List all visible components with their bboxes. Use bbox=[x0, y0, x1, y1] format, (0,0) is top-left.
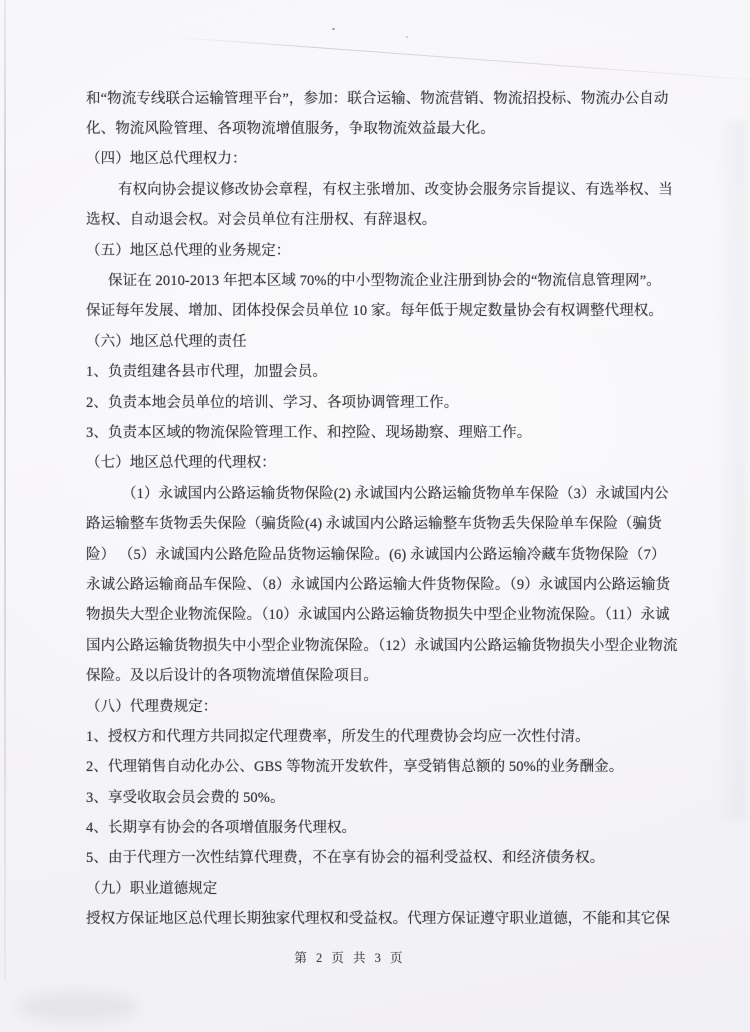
text-line: 选权、自动退会权。对会员单位有注册权、有辞退权。 bbox=[86, 212, 437, 229]
text-line: 保险。及以后设计的各项物流增值保险项目。 bbox=[86, 668, 378, 685]
text-line: 3、享受收取会员会费的 50%。 bbox=[86, 789, 285, 806]
page-number-indicator: 第 2 页 共 3 页 bbox=[294, 951, 406, 965]
scan-speck bbox=[332, 28, 335, 30]
text-line: 1、授权方和代理方共同拟定代理费率，所发生的代理费协会均应一次性付清。 bbox=[86, 728, 590, 745]
text-line: 化、物流风险管理、各项物流增值服务，争取物流效益最大化。 bbox=[86, 121, 495, 138]
text-line: （1）永诚国内公路运输货物保险(2) 永诚国内公路运输货物单车保险（3）永诚国内公 bbox=[122, 485, 669, 502]
scan-edge-line bbox=[4, 0, 6, 980]
text-line: （六）地区总代理的责任 bbox=[86, 333, 247, 350]
text-line: 和“物流专线联合运输管理平台”，参加：联合运输、物流营销、物流招投标、物流办公自动 bbox=[86, 90, 669, 107]
text-line: （七）地区总代理的代理权： bbox=[86, 455, 276, 472]
text-line: 永诚公路运输商品车保险、（8）永诚国内公路运输大件货物保险。（9）永诚国内公路运输货 bbox=[86, 576, 671, 593]
text-line: 路运输整车货物丢失保险（骗货险(4) 永诚国内公路运输整车货物丢失保险单车保险（骗货 bbox=[86, 516, 662, 533]
text-line: （八）代理费规定： bbox=[86, 698, 218, 715]
text-line: 国内公路运输货物损失中小型企业物流保险。（12）永诚国内公路运输货物损失小型企业物流 bbox=[86, 637, 678, 654]
text-line: 险） （5）永诚国内公路危险品货物运输保险。(6) 永诚国内公路运输冷藏车货物保险（7） bbox=[86, 546, 666, 563]
text-line: 4、长期享有协会的各项增值服务代理权。 bbox=[86, 820, 357, 837]
text-line: 3、负责本区域的物流保险管理工作、和控险、现场勘察、理赔工作。 bbox=[86, 424, 532, 441]
text-line: 授权方保证地区总代理长期独家代理权和受益权。代理方保证遵守职业道德，不能和其它保 bbox=[86, 911, 670, 928]
text-line: 5、由于代理方一次性结算代理费，不在享有协会的福利受益权、和经济债务权。 bbox=[86, 850, 605, 867]
scan-smudge bbox=[18, 992, 138, 1022]
text-line: 保证每年发展、增加、团体投保会员单位 10 家。每年低于规定数量协会有权调整代理权。 bbox=[86, 303, 663, 320]
document-body bbox=[86, 82, 726, 933]
text-line: 1、负责组建各县市代理，加盟会员。 bbox=[86, 364, 327, 381]
text-line: 物损失大型企业物流保险。（10）永诚国内公路运输货物损失中型企业物流保险。（11）永诚 bbox=[86, 607, 670, 624]
text-line: 有权向协会提议修改协会章程，有权主张增加、改变协会服务宗旨提议、有选举权、当 bbox=[118, 181, 673, 198]
text-line: （九）职业道德规定 bbox=[86, 880, 218, 897]
text-line: （五）地区总代理的业务规定： bbox=[86, 242, 291, 259]
scan-speck bbox=[406, 36, 408, 38]
text-line: 2、负责本地会员单位的培训、学习、各项协调管理工作。 bbox=[86, 394, 459, 411]
text-line: （四）地区总代理权力： bbox=[86, 151, 247, 168]
text-line: 2、代理销售自动化办公、GBS 等物流开发软件，享受销售总额的 50%的业务酬金。 bbox=[86, 759, 624, 776]
text-line: 保证在 2010-2013 年把本区域 70%的中小型物流企业注册到协会的“物流信息管理网”。 bbox=[108, 273, 661, 290]
scan-crease-line bbox=[165, 36, 750, 81]
